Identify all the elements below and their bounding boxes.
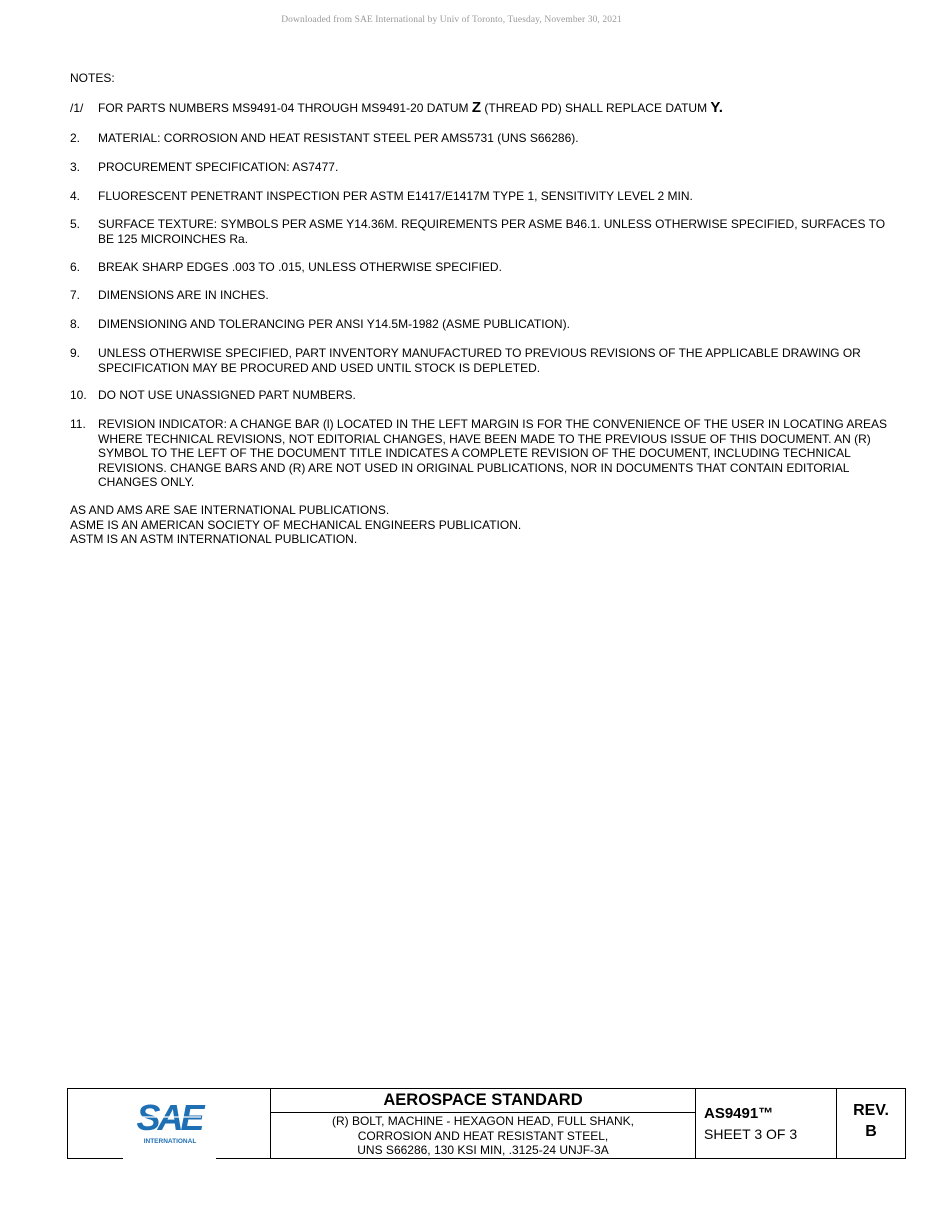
note-text: DIMENSIONS ARE IN INCHES.	[98, 288, 269, 302]
note-text: BREAK SHARP EDGES .003 TO .015, UNLESS OTHERWISE SPECIFIED.	[98, 260, 502, 274]
publication-statements	[70, 503, 521, 547]
revision-label: REV.	[853, 1102, 889, 1119]
document-number-cell	[695, 1089, 836, 1158]
note-text: MATERIAL: CORROSION AND HEAT RESISTANT STEEL PER AMS5731 (UNS S66286).	[98, 131, 579, 145]
note-text: DIMENSIONING AND TOLERANCING PER ANSI Y14.5M-1982 (ASME PUBLICATION).	[98, 317, 570, 331]
standard-title: AEROSPACE STANDARD	[271, 1089, 695, 1113]
note-10	[70, 388, 890, 403]
note-4	[70, 189, 890, 204]
note-5	[70, 217, 890, 246]
note-text: PROCUREMENT SPECIFICATION: AS7477.	[98, 160, 339, 174]
sheet-number: SHEET 3 OF 3	[704, 1126, 798, 1142]
note-9	[70, 346, 890, 375]
title-block	[67, 1088, 906, 1159]
revision-value: B	[865, 1123, 877, 1140]
note-number: 8.	[70, 317, 81, 331]
description-line: UNS S66286, 130 KSI MIN, .3125-24 UNJF-3A	[357, 1143, 609, 1157]
note-8	[70, 317, 890, 332]
note-number: 7.	[70, 288, 81, 302]
note-number: 9.	[70, 346, 81, 360]
note-number: 4.	[70, 189, 81, 203]
notes-heading: NOTES:	[70, 71, 115, 85]
publication-line: AS AND AMS ARE SAE INTERNATIONAL PUBLICATIONS.	[70, 503, 390, 517]
note-text: SURFACE TEXTURE: SYMBOLS PER ASME Y14.36M. REQUIREMENTS PER ASME B46.1. UNLESS OTHERWISE SPECIFIED, SURFACES TO BE 125 MICROINCHES Ra.	[98, 217, 886, 246]
note-text: REVISION INDICATOR: A CHANGE BAR (l) LOCATED IN THE LEFT MARGIN IS FOR THE CONVENIENCE OF THE USER IN LOCATING AREAS WHERE TECHNICAL REVISIONS, NOT EDITORIAL CHANGES, HAVE BEEN MADE TO THE PREVIOUS ISSUE OF THIS DOCUMENT. AN (R) SYMBOL TO THE LEFT OF THE DOCUMENT TITLE INDICATES A COMPLETE REVISION OF THE DOCUMENT, INCLUDING TECHNICAL REVISIONS. CHANGE BARS AND (R) ARE NOT USED IN ORIGINAL PUBLICATIONS, NOR IN DOCUMENTS THAT CONTAIN EDITORIAL CHANGES ONLY.	[98, 417, 888, 489]
revision-cell	[836, 1089, 905, 1158]
note-1	[70, 101, 890, 116]
publication-line: ASTM IS AN ASTM INTERNATIONAL PUBLICATION.	[70, 532, 358, 546]
svg-text:INTERNATIONAL: INTERNATIONAL	[143, 1138, 197, 1145]
note-text: FLUORESCENT PENETRANT INSPECTION PER ASTM E1417/E1417M TYPE 1, SENSITIVITY LEVEL 2 MIN.	[98, 189, 693, 203]
document-description	[271, 1114, 695, 1158]
note-number: 11.	[70, 417, 86, 431]
note-number: /1/	[70, 101, 84, 115]
note-number: 5.	[70, 217, 81, 231]
note-text: UNLESS OTHERWISE SPECIFIED, PART INVENTORY MANUFACTURED TO PREVIOUS REVISIONS OF THE APPLICABLE DRAWING OR SPECIFICATION MAY BE PROCURED AND USED UNTIL STOCK IS DEPLETED.	[98, 346, 861, 375]
note-7	[70, 288, 890, 303]
datum-z: Z	[471, 99, 482, 116]
document-number: AS9491™	[704, 1105, 774, 1122]
note-text: FOR PARTS NUMBERS MS9491-04 THROUGH MS9491-20 DATUM Z (THREAD PD) SHALL REPLACE DATUM Y.	[98, 99, 723, 116]
description-line: CORROSION AND HEAT RESISTANT STEEL,	[357, 1128, 609, 1143]
note-number: 2.	[70, 131, 81, 145]
note-2	[70, 131, 890, 146]
sae-logo-icon	[123, 1097, 216, 1159]
note-6	[70, 260, 890, 275]
note-text: DO NOT USE UNASSIGNED PART NUMBERS.	[98, 388, 356, 402]
download-watermark: Downloaded from SAE International by Univ of Toronto, Tuesday, November 30, 2021	[281, 15, 622, 25]
note-number: 10.	[70, 388, 87, 402]
svg-text:SAE: SAE	[136, 1097, 202, 1138]
note-number: 3.	[70, 160, 81, 174]
datum-y: Y.	[710, 99, 723, 116]
description-line: (R) BOLT, MACHINE - HEXAGON HEAD, FULL SHANK,	[331, 1114, 635, 1128]
publication-line: ASME IS AN AMERICAN SOCIETY OF MECHANICAL ENGINEERS PUBLICATION.	[70, 517, 522, 532]
note-number: 6.	[70, 260, 81, 274]
note-11	[70, 417, 890, 490]
logo-cell	[68, 1089, 270, 1158]
sae-logo	[123, 1097, 216, 1159]
description-cell	[270, 1089, 695, 1158]
note-3	[70, 160, 890, 175]
